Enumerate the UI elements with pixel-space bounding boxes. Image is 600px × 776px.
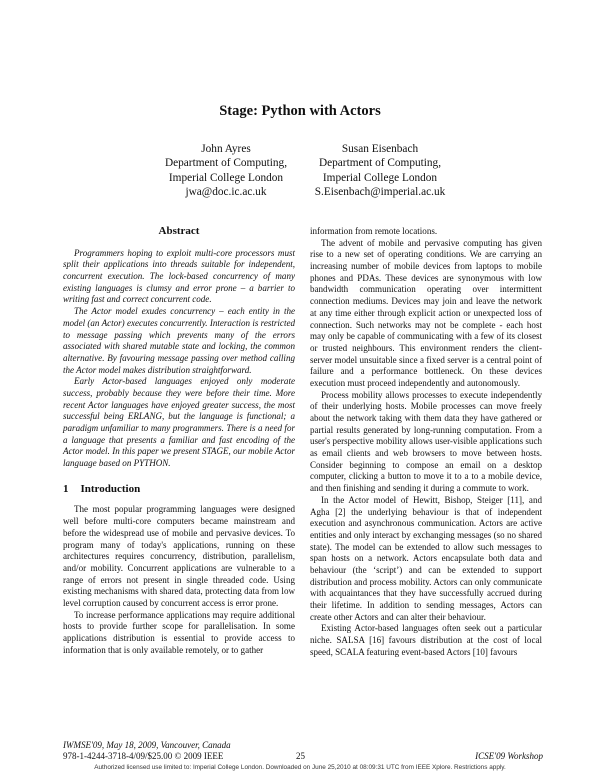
body-paragraph: To increase performance applications may require additional hosts to provide further scope for parallelisation. In some applications distribution is essential to provide access to information that is only available remotely, or to gather [63,609,295,655]
author-name: Susan Eisenbach [341,143,419,155]
author-institution: Imperial College London [322,171,438,184]
author-institution: Imperial College London [168,171,284,184]
author-department: Department of Computing, [318,157,442,170]
footer-isbn: 978-1-4244-3718-4/09/$25.00 © 2009 IEEE [63,751,224,761]
footer-venue-line [63,740,543,751]
abstract-paragraph: Programmers hoping to exploit multi-core processors must split their applications into threads suitable for independent, concurrent execution. The lock-based concurrency of many existing languages is clumsy and error prone – a barrier to writing fast and correct concurrent code. [63,247,295,305]
page-number: 25 [296,751,305,761]
body-paragraph: In the Actor model of Hewitt, Bishop, Steiger [11], and Agha [2] the underlying behaviour is that of independent execution and asynchronous communication. Actors are active entities and only interact by exchanging messages (so no shared state). The model can be extended to allow such messages to span hosts on a network. Actors encapsulate both data and behaviour (the ‘script’) and can be extended to support distribution and process mobility. Actors can only communicate with acquaintances that they have successfully accrued during their lifetime. In addition to sending messages, Actors can create other Actors and can alter their behaviour. [310,494,542,622]
footer-isbn-line [63,751,543,762]
section-title: Introduction [80,482,141,495]
download-notice: Authorized licensed use limited to: Imperial College London. Downloaded on June 25,2010 at 08:09:31 UTC from IEEE Xplore. Restrictions apply. [94,764,506,771]
abstract-paragraph: The Actor model exudes concurrency – each entity in the model (an Actor) executes concurrently. Interaction is restricted to message passing which prevents many of the errors associated with shared mutable state and locking, the common alternative. By favouring message passing over method calling the Actor model makes distribution straightforward. [63,306,295,375]
abstract-body [63,248,295,470]
right-column [310,226,542,658]
left-column [63,226,295,656]
abstract-heading: Abstract [158,225,200,237]
footer-venue: IWMSE'09, May 18, 2009, Vancouver, Canada [63,740,231,750]
author-name: John Ayres [201,143,251,155]
abstract-paragraph: Early Actor-based languages enjoyed only moderate success, probably because they were before their time. More recent Actor languages have enjoyed greater success, the most successful being ERLANG, but the language is functional; a paradigm unfamiliar to many programmers. There is a need for a language that presents a familiar and fast encoding of the Actor model. In this paper we present STAGE, our mobile Actor language based on PYTHON. [63,376,295,469]
body-paragraph: Process mobility allows processes to execute independently of their underlying hosts. Mobile processes can move freely about the network taking with them data they have gathered or partial results generated by long-running computation. From a user's perspective mobility allows user-visible applications such as email clients and web browsers to move between hosts. Consider beginning to compose an email on a desktop computer, clicking a button to move it to a to a mobile device, and then finishing and sending it during a commute to work. [310,389,542,494]
author-block-2 [270,142,490,200]
section-number: 1 [63,482,69,495]
body-paragraph: information from remote locations. [310,226,438,236]
section-heading-introduction [63,484,295,496]
body-paragraph: Existing Actor-based languages often seek out a particular niche. SALSA [16] favours distribution at the cost of local speed, SCALA featuring event-based Actors [10] favours [310,623,542,657]
author-department: Department of Computing, [164,157,288,170]
body-paragraph: The most popular programming languages were designed well before multi-core computers became mainstream and before the widespread use of mobile and pervasive devices. To program many of today's applications, running on these architectures requires concurrency, distribution, parallelism, and/or mobility. Concurrent applications are vulnerable to a range of errors not present in single threaded code. Using existing mechanisms with shared data, protecting data from low level corruption caused by concurrent access is error prone. [63,504,295,608]
body-paragraph: The advent of mobile and pervasive computing has given rise to a new set of operating conditions. We are carrying an increasing number of mobile devices from laptops to mobile phones and PDAs. These devices are synonymous with low bandwidth communication operating over intermittent connection mediums. Devices may join and leave the network at any time either through explicit action or unexpected loss of connection. Such networks may not be complete - each host may only be capable of communicating with a few of its closest or trusted neighbours. This environment renders the client-server model unsuitable since a fixed server is a central point of failure and a performance bottleneck. On these devices execution must proceed independently and autonomously. [310,237,542,388]
author-email: S.Eisenbach@imperial.ac.uk [314,186,446,199]
paper-title: Stage: Python with Actors [219,103,381,119]
footer-workshop: ICSE'09 Workshop [475,751,543,761]
author-email: jwa@doc.ic.ac.uk [185,186,267,199]
